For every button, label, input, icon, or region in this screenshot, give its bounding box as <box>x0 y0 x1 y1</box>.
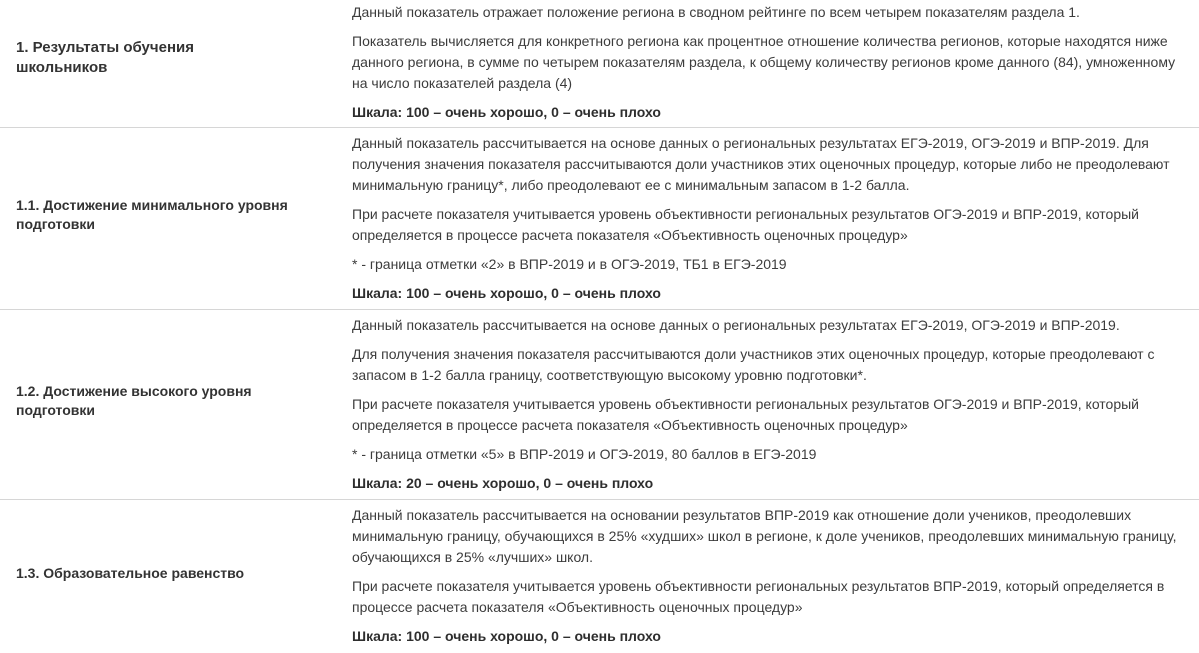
description-paragraph: Показатель вычисляется для конкретного региона как процентное отношение количества регионов, которые находятся ниже данного региона, в сумме по четырем показателям раздела, к общему количеству регионов кроме данного (84), умноженному на число показателей раздела (4) <box>352 33 1176 91</box>
description-paragraph: Данный показатель рассчитывается на основе данных о региональных результатах ЕГЭ-2019, ОГЭ-2019 и ВПР-2019. Для получения значения показателя рассчитываются доли участников этих оценочных процедур, которые либо не преодолевают минимальную границу*, либо преодолевают ее с минимальным запасом в 1-2 балла. <box>352 135 1170 193</box>
scale-text: Шкала: 100 – очень хорошо, 0 – очень плохо <box>352 285 661 301</box>
indicator-row <box>0 0 1199 128</box>
description-paragraph: При расчете показателя учитывается уровень объективности региональных результатов ОГЭ-2019 и ВПР-2019, который определяется в процессе расчета показателя «Объективность оценочных процедур» <box>352 396 1140 433</box>
scale-text: Шкала: 100 – очень хорошо, 0 – очень плохо <box>352 104 661 120</box>
description-paragraph: Данный показатель отражает положение региона в сводном рейтинге по всем четырем показателям раздела 1. <box>352 4 1080 20</box>
indicator-description <box>352 315 1191 494</box>
indicator-row <box>0 128 1199 310</box>
indicator-name: 1. Результаты обучения школьников <box>16 39 194 76</box>
description-paragraph: * - граница отметки «2» в ВПР-2019 и в ОГЭ-2019, ТБ1 в ЕГЭ-2019 <box>352 256 787 272</box>
indicator-description <box>352 505 1191 647</box>
description-paragraph: * - граница отметки «5» в ВПР-2019 и ОГЭ-2019, 80 баллов в ЕГЭ-2019 <box>352 446 817 462</box>
description-paragraph: Данный показатель рассчитывается на основе данных о региональных результатах ЕГЭ-2019, ОГЭ-2019 и ВПР-2019. <box>352 317 1120 333</box>
description-paragraph: При расчете показателя учитывается уровень объективности региональных результатов ВПР-2019, который определяется в процессе расчета показателя «Объективность оценочных процедур» <box>352 578 1165 615</box>
indicator-name: 1.1. Достижение минимального уровня подготовки <box>16 197 288 232</box>
indicator-description <box>352 133 1191 304</box>
scale-text: Шкала: 100 – очень хорошо, 0 – очень плохо <box>352 628 661 644</box>
description-paragraph: Данный показатель рассчитывается на основании результатов ВПР-2019 как отношение доли учеников, преодолевших минимальную границу, обучающихся в 25% «худших» школ в регионе, к доле учеников, преодолевших минимальную границу, обучающихся в 25% «лучших» школ. <box>352 507 1177 565</box>
description-paragraph: Для получения значения показателя рассчитываются доли участников этих оценочных процедур, которые преодолевают с запасом в 1-2 балла границу, соответствующую высокому уровню подготовки*. <box>352 346 1155 383</box>
indicator-row <box>0 310 1199 500</box>
indicator-name: 1.2. Достижение высокого уровня подготовки <box>16 383 252 418</box>
scale-text: Шкала: 20 – очень хорошо, 0 – очень плохо <box>352 475 654 491</box>
indicator-name: 1.3. Образовательное равенство <box>16 565 245 581</box>
description-paragraph: При расчете показателя учитывается уровень объективности региональных результатов ОГЭ-2019 и ВПР-2019, который определяется в процессе расчета показателя «Объективность оценочных процедур» <box>352 206 1140 243</box>
indicator-description <box>352 2 1191 123</box>
indicator-row <box>0 500 1199 653</box>
